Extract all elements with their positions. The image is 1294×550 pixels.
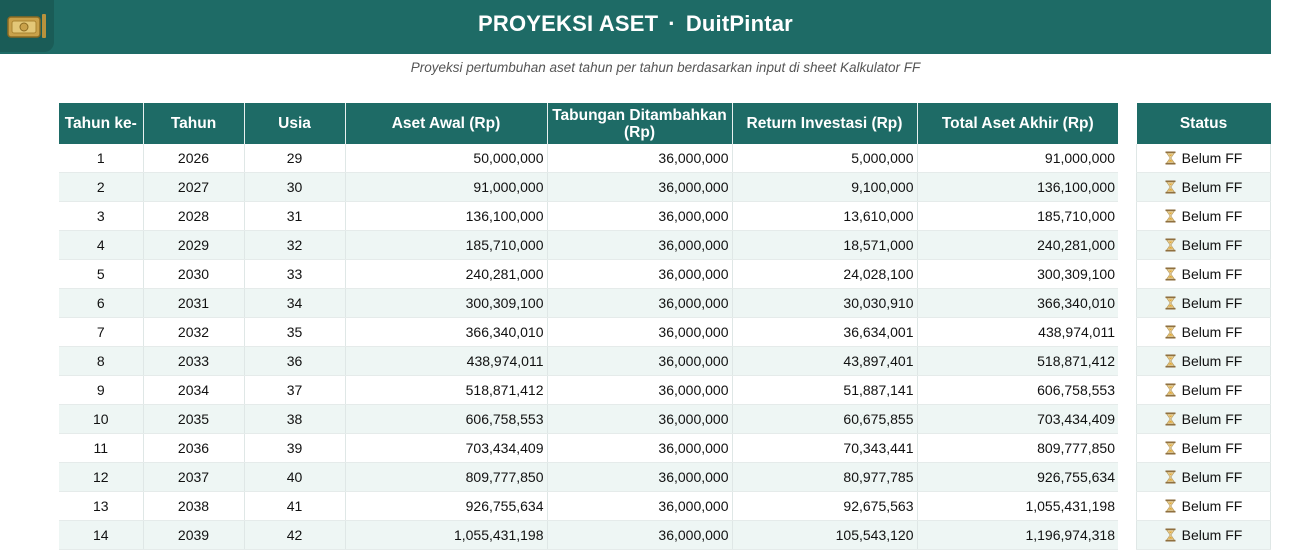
cell-aset-awal[interactable]: 136,100,000	[345, 202, 547, 231]
status-header-row	[1137, 103, 1271, 144]
hourglass-icon	[1165, 470, 1176, 484]
cell-tabungan[interactable]: 36,000,000	[547, 434, 732, 463]
cell-usia[interactable]: 34	[244, 289, 345, 318]
cell-tabungan[interactable]: 36,000,000	[547, 260, 732, 289]
cell-total-aset[interactable]: 136,100,000	[917, 173, 1118, 202]
cell-status[interactable]	[1137, 260, 1271, 289]
cell-status[interactable]	[1137, 405, 1271, 434]
cell-total-aset[interactable]: 366,340,010	[917, 289, 1118, 318]
cell-total-aset[interactable]: 1,196,974,318	[917, 521, 1118, 550]
status-label: Belum FF	[1181, 266, 1243, 282]
cell-tabungan[interactable]: 36,000,000	[547, 173, 732, 202]
cell-usia[interactable]: 42	[244, 521, 345, 550]
status-row	[1137, 405, 1271, 434]
cell-total-aset[interactable]: 703,434,409	[917, 405, 1118, 434]
cell-tabungan[interactable]: 36,000,000	[547, 347, 732, 376]
cell-aset-awal[interactable]: 606,758,553	[345, 405, 547, 434]
cell-tahun[interactable]: 2038	[143, 492, 244, 521]
cell-return[interactable]: 36,634,001	[732, 318, 917, 347]
cell-tabungan[interactable]: 36,000,000	[547, 144, 732, 173]
cell-usia[interactable]: 33	[244, 260, 345, 289]
page-title	[0, 11, 1271, 37]
cell-status[interactable]	[1137, 318, 1271, 347]
hourglass-icon	[1165, 151, 1176, 165]
cell-aset-awal[interactable]: 438,974,011	[345, 347, 547, 376]
cell-tahun[interactable]: 2032	[143, 318, 244, 347]
cell-total-aset[interactable]: 185,710,000	[917, 202, 1118, 231]
cell-status[interactable]	[1137, 173, 1271, 202]
cell-tahun[interactable]: 2034	[143, 376, 244, 405]
cell-tahun[interactable]: 2029	[143, 231, 244, 260]
table-row	[59, 202, 1118, 231]
table-row	[59, 144, 1118, 173]
table-row	[59, 463, 1118, 492]
cell-tahun-ke[interactable]: 12	[59, 463, 143, 492]
cell-total-aset[interactable]: 300,309,100	[917, 260, 1118, 289]
status-row	[1137, 376, 1271, 405]
cell-status[interactable]	[1137, 347, 1271, 376]
cell-total-aset[interactable]: 91,000,000	[917, 144, 1118, 173]
cell-aset-awal[interactable]: 91,000,000	[345, 173, 547, 202]
cell-tabungan[interactable]: 36,000,000	[547, 376, 732, 405]
status-label: Belum FF	[1181, 498, 1243, 514]
status-label: Belum FF	[1181, 411, 1243, 427]
col-header-usia[interactable]: Usia	[244, 103, 345, 144]
cell-tahun-ke[interactable]: 1	[59, 144, 143, 173]
table-row	[59, 260, 1118, 289]
cell-tahun-ke[interactable]: 11	[59, 434, 143, 463]
cell-usia[interactable]: 29	[244, 144, 345, 173]
cell-status[interactable]	[1137, 231, 1271, 260]
cell-tahun-ke[interactable]: 13	[59, 492, 143, 521]
status-row	[1137, 318, 1271, 347]
cell-return[interactable]: 51,887,141	[732, 376, 917, 405]
cell-total-aset[interactable]: 438,974,011	[917, 318, 1118, 347]
cell-tahun[interactable]: 2026	[143, 144, 244, 173]
brand-name: DuitPintar	[685, 11, 793, 36]
cell-status[interactable]	[1137, 463, 1271, 492]
status-row	[1137, 231, 1271, 260]
hourglass-icon	[1165, 238, 1176, 252]
cell-status[interactable]	[1137, 144, 1271, 173]
status-row	[1137, 173, 1271, 202]
cell-tahun-ke[interactable]: 3	[59, 202, 143, 231]
cell-tahun-ke[interactable]: 2	[59, 173, 143, 202]
table-row	[59, 318, 1118, 347]
cell-return[interactable]: 9,100,000	[732, 173, 917, 202]
status-label: Belum FF	[1181, 208, 1243, 224]
hourglass-icon	[1165, 267, 1176, 281]
cell-tahun-ke[interactable]: 9	[59, 376, 143, 405]
cell-total-aset[interactable]: 606,758,553	[917, 376, 1118, 405]
hourglass-icon	[1165, 209, 1176, 223]
cell-usia[interactable]: 38	[244, 405, 345, 434]
status-row	[1137, 347, 1271, 376]
cell-aset-awal[interactable]: 185,710,000	[345, 231, 547, 260]
cell-aset-awal[interactable]: 300,309,100	[345, 289, 547, 318]
table-row	[59, 231, 1118, 260]
status-row	[1137, 144, 1271, 173]
status-label: Belum FF	[1181, 353, 1243, 369]
status-label: Belum FF	[1181, 295, 1243, 311]
hourglass-icon	[1165, 383, 1176, 397]
status-row	[1137, 434, 1271, 463]
status-row	[1137, 463, 1271, 492]
page-subtitle: Proyeksi pertumbuhan aset tahun per tahun berdasarkan input di sheet Kalkulator FF	[410, 60, 921, 75]
col-header-status[interactable]: Status	[1137, 103, 1271, 144]
cell-aset-awal[interactable]: 1,055,431,198	[345, 521, 547, 550]
table-row	[59, 521, 1118, 550]
status-table	[1136, 103, 1271, 550]
status-label: Belum FF	[1181, 324, 1243, 340]
hourglass-icon	[1165, 441, 1176, 455]
cell-return[interactable]: 70,343,441	[732, 434, 917, 463]
cell-total-aset[interactable]: 809,777,850	[917, 434, 1118, 463]
cell-tahun[interactable]: 2035	[143, 405, 244, 434]
table-row	[59, 405, 1118, 434]
cell-tahun-ke[interactable]: 7	[59, 318, 143, 347]
col-header-return[interactable]: Return Investasi (Rp)	[732, 103, 917, 144]
cell-return[interactable]: 60,675,855	[732, 405, 917, 434]
cell-aset-awal[interactable]: 703,434,409	[345, 434, 547, 463]
cell-tabungan[interactable]: 36,000,000	[547, 492, 732, 521]
cell-tahun-ke[interactable]: 5	[59, 260, 143, 289]
hourglass-icon	[1165, 499, 1176, 513]
status-label: Belum FF	[1181, 237, 1243, 253]
cell-return[interactable]: 24,028,100	[732, 260, 917, 289]
cell-usia[interactable]: 41	[244, 492, 345, 521]
header-bar	[0, 0, 1271, 54]
cell-tabungan[interactable]: 36,000,000	[547, 405, 732, 434]
cell-return[interactable]: 105,543,120	[732, 521, 917, 550]
cell-total-aset[interactable]: 240,281,000	[917, 231, 1118, 260]
cell-tahun-ke[interactable]: 4	[59, 231, 143, 260]
cell-tahun[interactable]: 2037	[143, 463, 244, 492]
status-label: Belum FF	[1181, 150, 1243, 166]
title-separator: ·	[668, 11, 676, 36]
cell-tabungan[interactable]: 36,000,000	[547, 231, 732, 260]
hourglass-icon	[1165, 325, 1176, 339]
projection-table	[59, 103, 1118, 550]
status-row	[1137, 521, 1271, 550]
cell-return[interactable]: 13,610,000	[732, 202, 917, 231]
hourglass-icon	[1165, 528, 1176, 542]
table-row	[59, 173, 1118, 202]
cell-tahun-ke[interactable]: 10	[59, 405, 143, 434]
table-row	[59, 376, 1118, 405]
cell-tahun[interactable]: 2030	[143, 260, 244, 289]
col-header-tabungan[interactable]: Tabungan Ditambahkan (Rp)	[547, 103, 732, 144]
cell-total-aset[interactable]: 518,871,412	[917, 347, 1118, 376]
status-row	[1137, 289, 1271, 318]
cell-aset-awal[interactable]: 926,755,634	[345, 492, 547, 521]
cell-usia[interactable]: 37	[244, 376, 345, 405]
cell-aset-awal[interactable]: 809,777,850	[345, 463, 547, 492]
cell-usia[interactable]: 35	[244, 318, 345, 347]
cell-return[interactable]: 30,030,910	[732, 289, 917, 318]
cell-usia[interactable]: 32	[244, 231, 345, 260]
col-header-aset-awal[interactable]: Aset Awal (Rp)	[345, 103, 547, 144]
cell-total-aset[interactable]: 1,055,431,198	[917, 492, 1118, 521]
table-row	[59, 492, 1118, 521]
cell-tabungan[interactable]: 36,000,000	[547, 463, 732, 492]
status-row	[1137, 492, 1271, 521]
cell-tahun-ke[interactable]: 14	[59, 521, 143, 550]
cell-return[interactable]: 92,675,563	[732, 492, 917, 521]
table-row	[59, 434, 1118, 463]
cell-return[interactable]: 80,977,785	[732, 463, 917, 492]
hourglass-icon	[1165, 412, 1176, 426]
cell-aset-awal[interactable]: 518,871,412	[345, 376, 547, 405]
status-label: Belum FF	[1181, 179, 1243, 195]
status-row	[1137, 260, 1271, 289]
table-header-row	[59, 103, 1118, 144]
cell-tabungan[interactable]: 36,000,000	[547, 521, 732, 550]
cell-tahun[interactable]: 2027	[143, 173, 244, 202]
cell-tabungan[interactable]: 36,000,000	[547, 202, 732, 231]
cell-return[interactable]: 43,897,401	[732, 347, 917, 376]
title-text: PROYEKSI ASET	[478, 11, 659, 36]
cell-aset-awal[interactable]: 240,281,000	[345, 260, 547, 289]
cell-usia[interactable]: 36	[244, 347, 345, 376]
col-header-total-aset[interactable]: Total Aset Akhir (Rp)	[917, 103, 1118, 144]
col-header-tahun[interactable]: Tahun	[143, 103, 244, 144]
cell-status[interactable]	[1137, 376, 1271, 405]
cell-status[interactable]	[1137, 492, 1271, 521]
cell-return[interactable]: 5,000,000	[732, 144, 917, 173]
status-row	[1137, 202, 1271, 231]
cell-usia[interactable]: 40	[244, 463, 345, 492]
cell-tahun[interactable]: 2031	[143, 289, 244, 318]
cell-aset-awal[interactable]: 366,340,010	[345, 318, 547, 347]
status-label: Belum FF	[1181, 469, 1243, 485]
cell-tahun-ke[interactable]: 6	[59, 289, 143, 318]
hourglass-icon	[1165, 296, 1176, 310]
cell-total-aset[interactable]: 926,755,634	[917, 463, 1118, 492]
cell-return[interactable]: 18,571,000	[732, 231, 917, 260]
status-label: Belum FF	[1181, 527, 1243, 543]
status-label: Belum FF	[1181, 382, 1243, 398]
cell-tahun-ke[interactable]: 8	[59, 347, 143, 376]
cell-tahun[interactable]: 2028	[143, 202, 244, 231]
status-label: Belum FF	[1181, 440, 1243, 456]
cell-tahun[interactable]: 2039	[143, 521, 244, 550]
table-row	[59, 289, 1118, 318]
cell-tabungan[interactable]: 36,000,000	[547, 289, 732, 318]
cell-usia[interactable]: 30	[244, 173, 345, 202]
cell-usia[interactable]: 31	[244, 202, 345, 231]
col-header-tahun-ke[interactable]: Tahun ke-	[59, 103, 143, 144]
cell-usia[interactable]: 39	[244, 434, 345, 463]
cell-status[interactable]	[1137, 289, 1271, 318]
table-row	[59, 347, 1118, 376]
cell-aset-awal[interactable]: 50,000,000	[345, 144, 547, 173]
cell-status[interactable]	[1137, 521, 1271, 550]
hourglass-icon	[1165, 354, 1176, 368]
cell-tabungan[interactable]: 36,000,000	[547, 318, 732, 347]
cell-status[interactable]	[1137, 434, 1271, 463]
cell-tahun[interactable]: 2036	[143, 434, 244, 463]
cell-status[interactable]	[1137, 202, 1271, 231]
hourglass-icon	[1165, 180, 1176, 194]
cell-tahun[interactable]: 2033	[143, 347, 244, 376]
